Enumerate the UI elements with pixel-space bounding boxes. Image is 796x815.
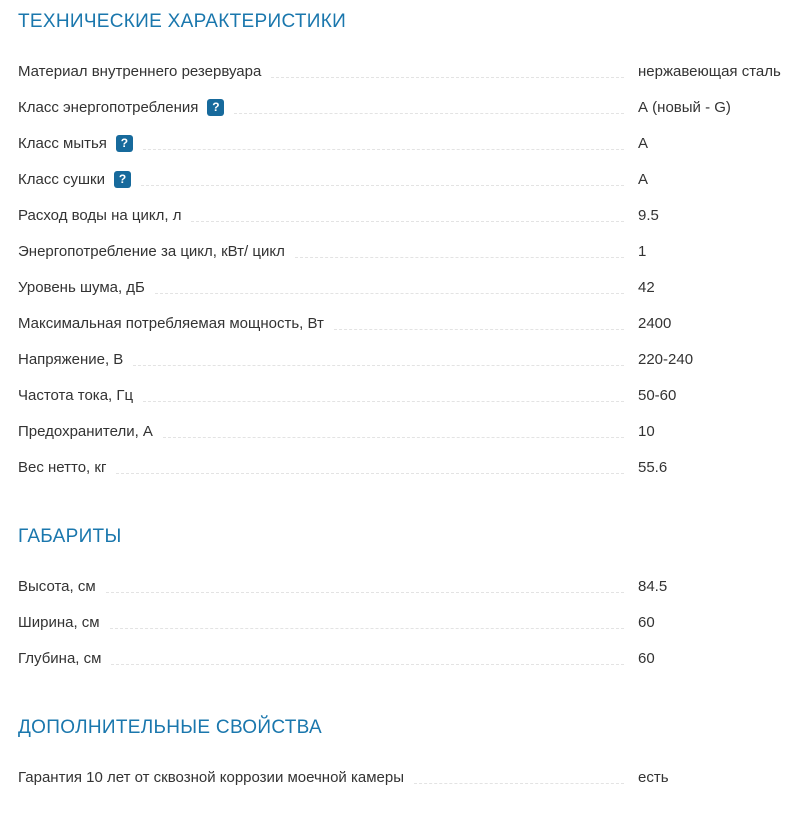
- spec-label: Материал внутреннего резервуара: [18, 62, 262, 80]
- spec-label: Класс энергопотребления: [18, 98, 199, 116]
- spec-value: 42: [638, 278, 655, 296]
- dotted-leader-divider: [141, 173, 624, 186]
- spec-value: нержавеющая сталь: [638, 62, 781, 80]
- spec-row: [18, 377, 790, 413]
- spec-value: 9.5: [638, 206, 659, 224]
- spec-row: [18, 269, 790, 305]
- help-icon[interactable]: ?: [207, 99, 224, 116]
- section-title: ДОПОЛНИТЕЛЬНЫЕ СВОЙСТВА: [18, 717, 322, 738]
- dotted-leader-divider: [191, 209, 624, 222]
- spec-row: [18, 640, 790, 676]
- spec-value: 55.6: [638, 458, 668, 476]
- spec-row: [18, 341, 790, 377]
- spec-label: Уровень шума, дБ: [18, 278, 145, 296]
- dotted-leader-divider: [271, 65, 624, 78]
- spec-value: А: [638, 170, 649, 188]
- dotted-leader-divider: [155, 281, 624, 294]
- spec-rows: [18, 759, 790, 795]
- spec-value: 10: [638, 422, 655, 440]
- spec-label: Глубина, см: [18, 649, 102, 667]
- spec-row: [18, 233, 790, 269]
- dotted-leader-divider: [163, 425, 624, 438]
- spec-row: [18, 604, 790, 640]
- spec-row: [18, 89, 790, 125]
- spec-label: Напряжение, В: [18, 350, 124, 368]
- spec-row: [18, 759, 790, 795]
- spec-rows: [18, 53, 790, 485]
- help-icon[interactable]: ?: [114, 171, 131, 188]
- spec-label: Вес нетто, кг: [18, 458, 107, 476]
- spec-label: Предохранители, А: [18, 422, 153, 440]
- spec-row: [18, 449, 790, 485]
- dotted-leader-divider: [111, 652, 624, 665]
- spec-section: [18, 12, 790, 485]
- spec-label: Гарантия 10 лет от сквозной коррозии моечной камеры: [18, 768, 404, 786]
- spec-value: А: [638, 134, 649, 152]
- spec-value: 50-60: [638, 386, 677, 404]
- spec-section: [18, 718, 790, 795]
- dotted-leader-divider: [234, 101, 624, 114]
- specs-panel: [18, 12, 790, 795]
- dotted-leader-divider: [143, 137, 624, 150]
- help-icon[interactable]: ?: [116, 135, 133, 152]
- spec-label: Частота тока, Гц: [18, 386, 134, 404]
- spec-row: [18, 53, 790, 89]
- spec-row: [18, 197, 790, 233]
- dotted-leader-divider: [110, 616, 624, 629]
- spec-row: [18, 568, 790, 604]
- spec-value: 60: [638, 613, 655, 631]
- spec-label: Максимальная потребляемая мощность, Вт: [18, 314, 324, 332]
- dotted-leader-divider: [414, 771, 624, 784]
- spec-label: Энергопотребление за цикл, кВт/ цикл: [18, 242, 285, 260]
- spec-value: А (новый - G): [638, 98, 731, 116]
- spec-value: есть: [638, 768, 669, 786]
- spec-row: [18, 161, 790, 197]
- dotted-leader-divider: [334, 317, 624, 330]
- spec-rows: [18, 568, 790, 676]
- spec-label: Класс мытья: [18, 134, 107, 152]
- section-title: ГАБАРИТЫ: [18, 526, 122, 547]
- spec-row: [18, 413, 790, 449]
- dotted-leader-divider: [116, 461, 624, 474]
- spec-label: Класс сушки: [18, 170, 105, 188]
- spec-label: Высота, см: [18, 577, 96, 595]
- spec-value: 84.5: [638, 577, 668, 595]
- dotted-leader-divider: [143, 389, 624, 402]
- spec-value: 2400: [638, 314, 672, 332]
- spec-value: 60: [638, 649, 655, 667]
- dotted-leader-divider: [106, 580, 624, 593]
- spec-row: [18, 305, 790, 341]
- spec-section: [18, 527, 790, 676]
- spec-value: 1: [638, 242, 647, 260]
- spec-label: Ширина, см: [18, 613, 100, 631]
- spec-value: 220-240: [638, 350, 694, 368]
- dotted-leader-divider: [133, 353, 624, 366]
- section-title: ТЕХНИЧЕСКИЕ ХАРАКТЕРИСТИКИ: [18, 11, 347, 32]
- spec-row: [18, 125, 790, 161]
- dotted-leader-divider: [295, 245, 624, 258]
- spec-label: Расход воды на цикл, л: [18, 206, 182, 224]
